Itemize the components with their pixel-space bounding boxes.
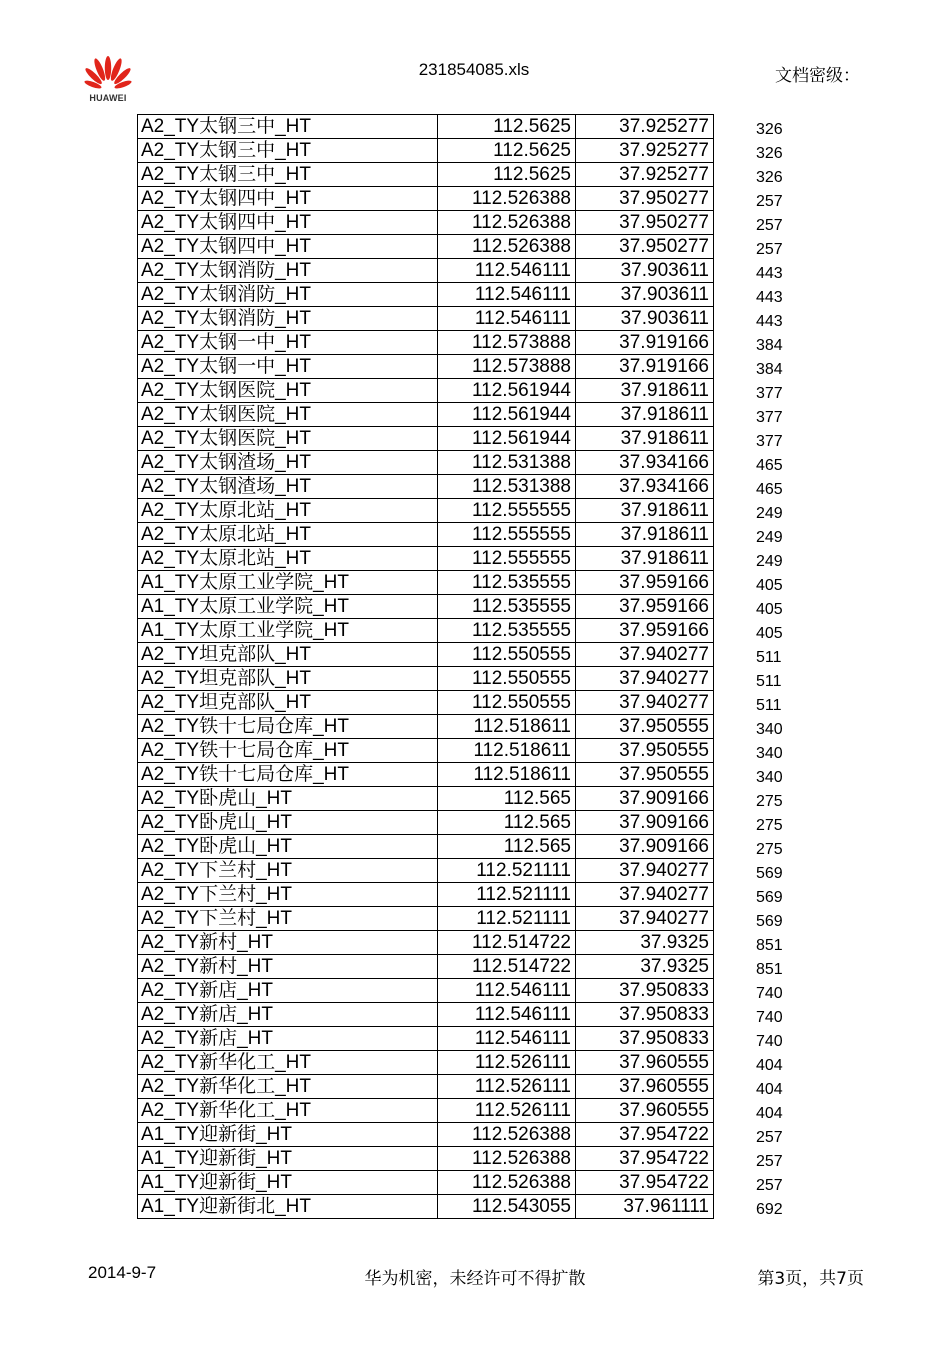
latitude-cell: 37.954722 xyxy=(576,1123,714,1147)
value-cell: 340 xyxy=(756,768,783,786)
latitude-cell: 37.925277 xyxy=(576,163,714,187)
value-cell: 275 xyxy=(756,816,783,834)
table-row xyxy=(138,283,837,307)
latitude-cell: 37.950833 xyxy=(576,979,714,1003)
value-cell: 257 xyxy=(756,1128,783,1146)
site-name-cell: A1_TY太原工业学院_HT xyxy=(138,571,438,595)
table-row xyxy=(138,451,837,475)
longitude-cell: 112.526388 xyxy=(438,1147,576,1171)
latitude-cell: 37.903611 xyxy=(576,259,714,283)
longitude-cell: 112.526388 xyxy=(438,211,576,235)
value-cell: 443 xyxy=(756,264,783,282)
latitude-cell: 37.934166 xyxy=(576,451,714,475)
site-name-cell: A2_TY卧虎山_HT xyxy=(138,787,438,811)
value-cell: 443 xyxy=(756,312,783,330)
longitude-cell: 112.514722 xyxy=(438,931,576,955)
longitude-cell: 112.555555 xyxy=(438,499,576,523)
longitude-cell: 112.546111 xyxy=(438,259,576,283)
logo-wordmark: HUAWEI xyxy=(89,93,127,103)
site-name-cell: A2_TY太钢三中_HT xyxy=(138,163,438,187)
latitude-cell: 37.940277 xyxy=(576,643,714,667)
page-number: 第3页，共7页 xyxy=(757,1269,864,1289)
longitude-cell: 112.546111 xyxy=(438,283,576,307)
site-name-cell: A1_TY太原工业学院_HT xyxy=(138,595,438,619)
longitude-cell: 112.518611 xyxy=(438,715,576,739)
longitude-cell: 112.561944 xyxy=(438,427,576,451)
table-row xyxy=(138,547,837,571)
value-cell: 740 xyxy=(756,1032,783,1050)
latitude-cell: 37.959166 xyxy=(576,619,714,643)
table-row xyxy=(138,907,837,931)
table-row xyxy=(138,1099,837,1123)
table-row xyxy=(138,1195,837,1219)
security-level-label: 文档密级： xyxy=(775,66,860,86)
table-row xyxy=(138,883,837,907)
longitude-cell: 112.550555 xyxy=(438,643,576,667)
value-cell: 249 xyxy=(756,504,783,522)
latitude-cell: 37.934166 xyxy=(576,475,714,499)
site-name-cell: A2_TY坦克部队_HT xyxy=(138,643,438,667)
latitude-cell: 37.940277 xyxy=(576,667,714,691)
value-cell: 404 xyxy=(756,1104,783,1122)
value-cell: 740 xyxy=(756,1008,783,1026)
site-name-cell: A2_TY太钢三中_HT xyxy=(138,115,438,139)
table-row xyxy=(138,955,837,979)
site-name-cell: A2_TY铁十七局仓库_HT xyxy=(138,739,438,763)
latitude-cell: 37.918611 xyxy=(576,547,714,571)
table-row xyxy=(138,427,837,451)
table-row xyxy=(138,667,837,691)
site-name-cell: A2_TY太钢医院_HT xyxy=(138,427,438,451)
latitude-cell: 37.909166 xyxy=(576,835,714,859)
site-name-cell: A2_TY新华化工_HT xyxy=(138,1075,438,1099)
latitude-cell: 37.961111 xyxy=(576,1195,714,1219)
value-cell: 275 xyxy=(756,792,783,810)
longitude-cell: 112.565 xyxy=(438,835,576,859)
value-cell: 384 xyxy=(756,360,783,378)
site-name-cell: A2_TY新村_HT xyxy=(138,931,438,955)
table-row xyxy=(138,523,837,547)
longitude-cell: 112.543055 xyxy=(438,1195,576,1219)
value-cell: 249 xyxy=(756,528,783,546)
longitude-cell: 112.535555 xyxy=(438,619,576,643)
site-name-cell: A2_TY铁十七局仓库_HT xyxy=(138,763,438,787)
value-cell: 257 xyxy=(756,1176,783,1194)
value-cell: 340 xyxy=(756,744,783,762)
site-name-cell: A2_TY铁十七局仓库_HT xyxy=(138,715,438,739)
site-name-cell: A2_TY下兰村_HT xyxy=(138,907,438,931)
latitude-cell: 37.903611 xyxy=(576,283,714,307)
site-name-cell: A2_TY下兰村_HT xyxy=(138,883,438,907)
longitude-cell: 112.526388 xyxy=(438,187,576,211)
value-cell: 377 xyxy=(756,432,783,450)
table-row xyxy=(138,763,837,787)
site-name-cell: A2_TY太原北站_HT xyxy=(138,523,438,547)
longitude-cell: 112.526111 xyxy=(438,1075,576,1099)
longitude-cell: 112.531388 xyxy=(438,475,576,499)
value-cell: 511 xyxy=(756,648,782,666)
value-cell: 569 xyxy=(756,888,783,906)
table-row xyxy=(138,475,837,499)
table-row xyxy=(138,595,837,619)
site-name-cell: A2_TY太钢一中_HT xyxy=(138,331,438,355)
site-name-cell: A2_TY太钢三中_HT xyxy=(138,139,438,163)
table-row xyxy=(138,859,837,883)
latitude-cell: 37.909166 xyxy=(576,787,714,811)
latitude-cell: 37.950555 xyxy=(576,715,714,739)
table-row xyxy=(138,1171,837,1195)
latitude-cell: 37.925277 xyxy=(576,115,714,139)
longitude-cell: 112.546111 xyxy=(438,1027,576,1051)
site-name-cell: A2_TY太原北站_HT xyxy=(138,547,438,571)
value-cell: 340 xyxy=(756,720,783,738)
value-cell: 249 xyxy=(756,552,783,570)
site-name-cell: A1_TY迎新街_HT xyxy=(138,1147,438,1171)
table-row xyxy=(138,1123,837,1147)
site-name-cell: A1_TY太原工业学院_HT xyxy=(138,619,438,643)
longitude-cell: 112.573888 xyxy=(438,331,576,355)
longitude-cell: 112.5625 xyxy=(438,139,576,163)
longitude-cell: 112.535555 xyxy=(438,595,576,619)
file-name: 231854085.xls xyxy=(418,60,530,79)
longitude-cell: 112.521111 xyxy=(438,859,576,883)
value-cell: 740 xyxy=(756,984,783,1002)
table-row xyxy=(138,163,837,187)
site-name-cell: A2_TY新华化工_HT xyxy=(138,1051,438,1075)
value-cell: 405 xyxy=(756,624,783,642)
longitude-cell: 112.526111 xyxy=(438,1051,576,1075)
latitude-cell: 37.918611 xyxy=(576,499,714,523)
huawei-petals-icon xyxy=(82,56,134,94)
latitude-cell: 37.960555 xyxy=(576,1099,714,1123)
table-row xyxy=(138,379,837,403)
table-row xyxy=(138,1027,837,1051)
table-row xyxy=(138,355,837,379)
latitude-cell: 37.9325 xyxy=(576,931,714,955)
table-row xyxy=(138,115,837,139)
latitude-cell: 37.950277 xyxy=(576,235,714,259)
table-row xyxy=(138,1147,837,1171)
value-cell: 326 xyxy=(756,120,783,138)
longitude-cell: 112.526111 xyxy=(438,1099,576,1123)
huawei-logo xyxy=(82,56,134,104)
latitude-cell: 37.918611 xyxy=(576,403,714,427)
latitude-cell: 37.950277 xyxy=(576,211,714,235)
site-name-cell: A2_TY太钢医院_HT xyxy=(138,379,438,403)
spreadsheet xyxy=(137,114,837,1219)
site-name-cell: A2_TY太钢消防_HT xyxy=(138,307,438,331)
site-name-cell: A2_TY太钢消防_HT xyxy=(138,283,438,307)
value-cell: 257 xyxy=(756,192,783,210)
latitude-cell: 37.950555 xyxy=(576,763,714,787)
table-row xyxy=(138,1075,837,1099)
longitude-cell: 112.546111 xyxy=(438,307,576,331)
value-cell: 405 xyxy=(756,576,783,594)
longitude-cell: 112.546111 xyxy=(438,979,576,1003)
table-row xyxy=(138,403,837,427)
longitude-cell: 112.561944 xyxy=(438,403,576,427)
value-cell: 465 xyxy=(756,456,783,474)
site-name-cell: A1_TY迎新街_HT xyxy=(138,1171,438,1195)
value-cell: 257 xyxy=(756,240,783,258)
longitude-cell: 112.526388 xyxy=(438,1123,576,1147)
latitude-cell: 37.950555 xyxy=(576,739,714,763)
site-name-cell: A2_TY新华化工_HT xyxy=(138,1099,438,1123)
longitude-cell: 112.5625 xyxy=(438,163,576,187)
table-row xyxy=(138,1003,837,1027)
value-cell: 404 xyxy=(756,1080,783,1098)
value-cell: 569 xyxy=(756,912,783,930)
latitude-cell: 37.918611 xyxy=(576,379,714,403)
latitude-cell: 37.9325 xyxy=(576,955,714,979)
table-row xyxy=(138,187,837,211)
site-name-cell: A2_TY太钢四中_HT xyxy=(138,187,438,211)
site-name-cell: A2_TY卧虎山_HT xyxy=(138,811,438,835)
latitude-cell: 37.940277 xyxy=(576,859,714,883)
latitude-cell: 37.950833 xyxy=(576,1027,714,1051)
table-row xyxy=(138,811,837,835)
longitude-cell: 112.531388 xyxy=(438,451,576,475)
longitude-cell: 112.573888 xyxy=(438,355,576,379)
longitude-cell: 112.550555 xyxy=(438,667,576,691)
site-name-cell: A2_TY太钢四中_HT xyxy=(138,211,438,235)
value-cell: 511 xyxy=(756,672,782,690)
site-name-cell: A1_TY迎新街_HT xyxy=(138,1123,438,1147)
latitude-cell: 37.950277 xyxy=(576,187,714,211)
table-body xyxy=(138,115,837,1219)
value-cell: 851 xyxy=(756,960,783,978)
table-row xyxy=(138,1051,837,1075)
longitude-cell: 112.565 xyxy=(438,787,576,811)
table-row xyxy=(138,235,837,259)
site-name-cell: A2_TY太钢四中_HT xyxy=(138,235,438,259)
latitude-cell: 37.919166 xyxy=(576,355,714,379)
value-cell: 569 xyxy=(756,864,783,882)
latitude-cell: 37.925277 xyxy=(576,139,714,163)
longitude-cell: 112.521111 xyxy=(438,907,576,931)
table-row xyxy=(138,643,837,667)
table-row xyxy=(138,571,837,595)
latitude-cell: 37.954722 xyxy=(576,1171,714,1195)
value-cell: 692 xyxy=(756,1200,783,1218)
latitude-cell: 37.960555 xyxy=(576,1075,714,1099)
confidentiality-notice: 华为机密，未经许可不得扩散 xyxy=(364,1269,586,1289)
longitude-cell: 112.526388 xyxy=(438,235,576,259)
latitude-cell: 37.918611 xyxy=(576,523,714,547)
site-name-cell: A2_TY下兰村_HT xyxy=(138,859,438,883)
longitude-cell: 112.521111 xyxy=(438,883,576,907)
value-cell: 384 xyxy=(756,336,783,354)
value-cell: 326 xyxy=(756,168,783,186)
longitude-cell: 112.526388 xyxy=(438,1171,576,1195)
data-table xyxy=(137,114,837,1219)
latitude-cell: 37.954722 xyxy=(576,1147,714,1171)
value-cell: 405 xyxy=(756,600,783,618)
site-name-cell: A2_TY新店_HT xyxy=(138,1027,438,1051)
table-row xyxy=(138,691,837,715)
table-row xyxy=(138,739,837,763)
table-row xyxy=(138,619,837,643)
value-cell: 257 xyxy=(756,216,783,234)
value-cell: 443 xyxy=(756,288,783,306)
site-name-cell: A2_TY新店_HT xyxy=(138,979,438,1003)
longitude-cell: 112.565 xyxy=(438,811,576,835)
table-row xyxy=(138,931,837,955)
table-row xyxy=(138,259,837,283)
longitude-cell: 112.550555 xyxy=(438,691,576,715)
site-name-cell: A2_TY坦克部队_HT xyxy=(138,667,438,691)
latitude-cell: 37.919166 xyxy=(576,331,714,355)
longitude-cell: 112.518611 xyxy=(438,763,576,787)
latitude-cell: 37.959166 xyxy=(576,571,714,595)
site-name-cell: A2_TY太钢医院_HT xyxy=(138,403,438,427)
longitude-cell: 112.514722 xyxy=(438,955,576,979)
table-row xyxy=(138,979,837,1003)
site-name-cell: A2_TY新店_HT xyxy=(138,1003,438,1027)
table-row xyxy=(138,715,837,739)
site-name-cell: A2_TY坦克部队_HT xyxy=(138,691,438,715)
value-cell: 326 xyxy=(756,144,783,162)
value-cell: 404 xyxy=(756,1056,783,1074)
longitude-cell: 112.5625 xyxy=(438,115,576,139)
value-cell: 275 xyxy=(756,840,783,858)
longitude-cell: 112.535555 xyxy=(438,571,576,595)
value-cell: 851 xyxy=(756,936,783,954)
site-name-cell: A2_TY太钢消防_HT xyxy=(138,259,438,283)
latitude-cell: 37.950833 xyxy=(576,1003,714,1027)
value-cell: 377 xyxy=(756,408,783,426)
value-cell: 511 xyxy=(756,696,782,714)
latitude-cell: 37.903611 xyxy=(576,307,714,331)
latitude-cell: 37.909166 xyxy=(576,811,714,835)
table-row xyxy=(138,211,837,235)
table-row xyxy=(138,331,837,355)
site-name-cell: A2_TY太钢渣场_HT xyxy=(138,475,438,499)
latitude-cell: 37.918611 xyxy=(576,427,714,451)
table-row xyxy=(138,499,837,523)
site-name-cell: A2_TY卧虎山_HT xyxy=(138,835,438,859)
latitude-cell: 37.940277 xyxy=(576,883,714,907)
site-name-cell: A2_TY新村_HT xyxy=(138,955,438,979)
table-row xyxy=(138,835,837,859)
value-cell: 377 xyxy=(756,384,783,402)
value-cell: 257 xyxy=(756,1152,783,1170)
value-cell: 465 xyxy=(756,480,783,498)
longitude-cell: 112.561944 xyxy=(438,379,576,403)
site-name-cell: A2_TY太钢一中_HT xyxy=(138,355,438,379)
longitude-cell: 112.546111 xyxy=(438,1003,576,1027)
latitude-cell: 37.940277 xyxy=(576,907,714,931)
site-name-cell: A1_TY迎新街北_HT xyxy=(138,1195,438,1219)
table-row xyxy=(138,307,837,331)
footer-date: 2014-9-7 xyxy=(88,1263,157,1282)
longitude-cell: 112.555555 xyxy=(438,547,576,571)
site-name-cell: A2_TY太钢渣场_HT xyxy=(138,451,438,475)
site-name-cell: A2_TY太原北站_HT xyxy=(138,499,438,523)
latitude-cell: 37.960555 xyxy=(576,1051,714,1075)
table-row xyxy=(138,139,837,163)
latitude-cell: 37.940277 xyxy=(576,691,714,715)
latitude-cell: 37.959166 xyxy=(576,595,714,619)
table-row xyxy=(138,787,837,811)
longitude-cell: 112.518611 xyxy=(438,739,576,763)
longitude-cell: 112.555555 xyxy=(438,523,576,547)
